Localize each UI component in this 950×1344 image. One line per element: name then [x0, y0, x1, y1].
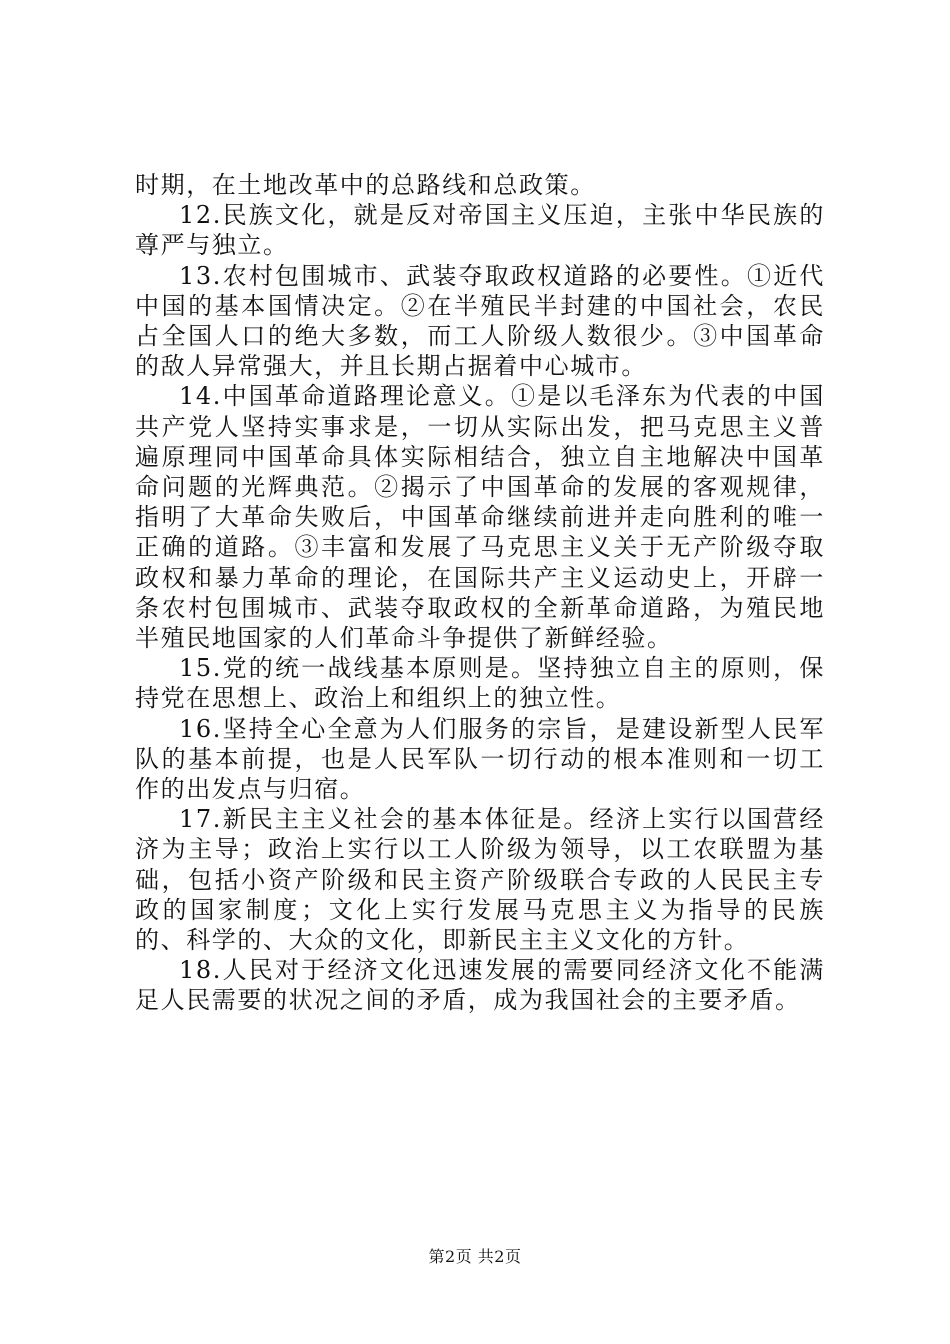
page-number-footer: 第2页 共2页 — [428, 1247, 522, 1266]
document-body — [135, 170, 825, 1016]
paragraph-17: 17.新民主主义社会的基本体征是。经济上实行以国营经济为主导；政治上实行以工人阶级为领导，以工农联盟为基础，包括小资产阶级和民主资产阶级联合专政的人民民主专政的国家制度；文化上实行发展马克思主义为指导的民族的、科学的、大众的文化，即新民主主义文化的方针。 — [135, 805, 825, 955]
paragraph-12: 12.民族文化，就是反对帝国主义压迫，主张中华民族的尊严与独立。 — [135, 201, 825, 260]
paragraph-14: 14.中国革命道路理论意义。①是以毛泽东为代表的中国共产党人坚持实事求是，一切从实际出发，把马克思主义普遍原理同中国革命具体实际相结合，独立自主地解决中国革命问题的光辉典范。②揭示了中国革命的发展的客观规律，指明了大革命失败后，中国革命继续前进并走向胜利的唯一正确的道路。③丰富和发展了马克思主义关于无产阶级夺取政权和暴力革命的理论，在国际共产主义运动史上，开辟一条农村包围城市、武装夺取政权的全新革命道路，为殖民地半殖民地国家的人们革命斗争提供了新鲜经验。 — [135, 382, 825, 653]
paragraph-15: 15.党的统一战线基本原则是。坚持独立自主的原则，保持党在思想上、政治上和组织上的独立性。 — [135, 654, 825, 713]
paragraph-16: 16.坚持全心全意为人们服务的宗旨，是建设新型人民军队的基本前提，也是人民军队一切行动的根本准则和一切工作的出发点与归宿。 — [135, 714, 825, 804]
paragraph-13: 13.农村包围城市、武装夺取政权道路的必要性。①近代中国的基本国情决定。②在半殖民半封建的中国社会，农民占全国人口的绝大多数，而工人阶级人数很少。③中国革命的敌人异常强大，并且长期占据着中心城市。 — [135, 261, 825, 381]
paragraph-18: 18.人民对于经济文化迅速发展的需要同经济文化不能满足人民需要的状况之间的矛盾，成为我国社会的主要矛盾。 — [135, 956, 825, 1015]
paragraph-continuation: 时期，在土地改革中的总路线和总政策。 — [135, 171, 596, 199]
